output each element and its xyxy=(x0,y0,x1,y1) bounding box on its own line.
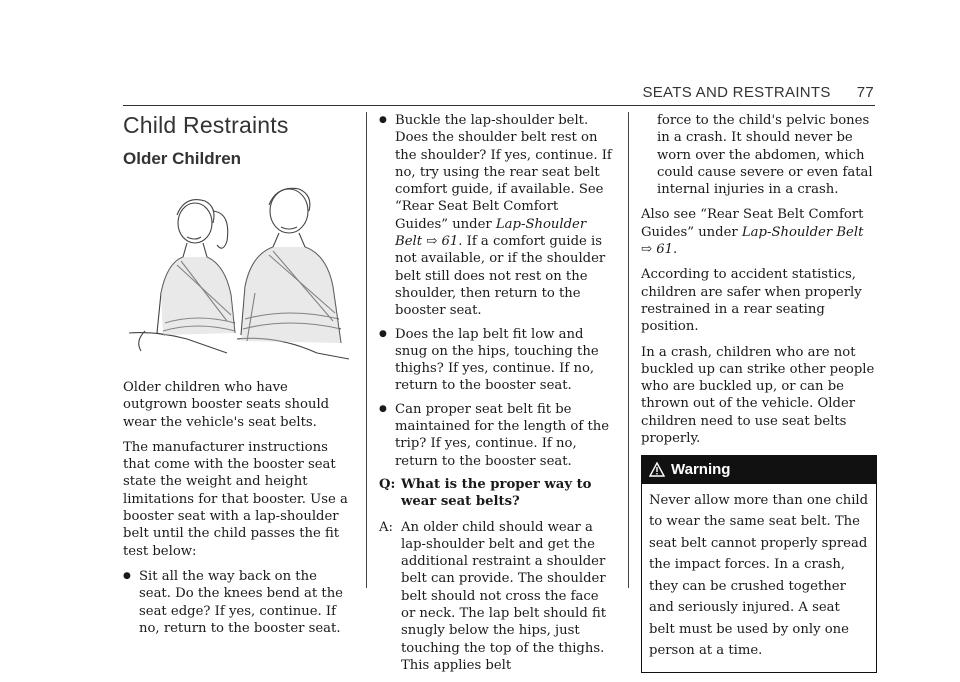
column-2 xyxy=(379,112,615,682)
paragraph xyxy=(641,206,877,258)
column-divider xyxy=(628,112,629,588)
column-3 xyxy=(641,112,877,673)
page-number: 77 xyxy=(856,84,874,101)
column-1 xyxy=(123,112,353,643)
bullet-text: . If a comfort guide is not available, or if the shoulder belt still does not rest on the shoulder, then return to the booster seat. xyxy=(395,234,606,319)
warning-title: Warning xyxy=(671,461,731,479)
list-item: ● Does the lap belt fit low and snug on the hips, touching the thighs? If yes, continue. If no, return to the booster seat. xyxy=(379,326,615,395)
answer-tag: A: xyxy=(379,519,393,535)
see-also-end: . xyxy=(673,242,678,258)
warning-triangle-icon xyxy=(649,462,665,477)
paragraph: According to accident statistics, children are safer when properly restrained in a rear seating position. xyxy=(641,267,862,335)
subsection-heading: Older Children xyxy=(123,149,242,168)
cross-reference-link[interactable]: Lap-Shoulder Belt xyxy=(741,224,864,240)
question xyxy=(379,476,615,511)
warning-text: Never allow more than one child to wear the same seat belt. The seat belt cannot properly spread the impact forces. In a crash, they can be crushed together and seriously injured. A seat belt must be used by only one person at a time. xyxy=(649,492,869,659)
answer-text: An older child should wear a lap-shoulder belt and get the additional restraint a shoulder belt can provide. The shoulder belt should not cross the face or neck. The lap belt should fit snugly below the hips, just touching the top of the thighs. This applies belt xyxy=(401,519,607,673)
paragraph: Older children who have outgrown booster seats should wear the vehicle's seat belts. xyxy=(123,380,330,430)
answer xyxy=(379,519,615,675)
list-item: ● Sit all the way back on the seat. Do the knees bend at the seat edge? If yes, continue. If no, return to the booster seat. xyxy=(123,568,353,637)
warning-box xyxy=(641,455,877,672)
see-also-text: Also see “Rear Seat Belt Comfort Guides” under xyxy=(641,207,864,240)
header-rule xyxy=(123,105,875,106)
children-seat-belt-illustration xyxy=(127,183,353,361)
cross-reference-link[interactable]: Lap-Shoulder Belt xyxy=(395,216,587,250)
column-divider xyxy=(366,112,367,588)
question-text: What is the proper way to wear seat belts? xyxy=(401,476,592,510)
section-title: SEATS AND RESTRAINTS xyxy=(642,84,831,101)
warning-header xyxy=(642,456,876,483)
page-reference[interactable]: ⇨ 61 xyxy=(426,234,459,250)
page-header xyxy=(642,84,874,101)
list-item: ● Can proper seat belt fit be maintained for the length of the trip? If yes, continue. If no, return to the booster seat. xyxy=(379,401,615,470)
paragraph: In a crash, children who are not buckled up can strike other people who are buckled up, or can be thrown out of the vehicle. Older children need to use seat belts properly. xyxy=(641,344,875,447)
page-reference[interactable]: ⇨ 61 xyxy=(641,242,674,258)
bullet-text: Buckle the lap-shoulder belt. Does the shoulder belt rest on the shoulder? If yes, continue. If no, try using the rear seat belt comfort guide, if available. See “Rear Seat Belt Comfort Guides” under xyxy=(395,113,612,232)
paragraph: The manufacturer instructions that come with the booster seat state the weight and height limitations for that booster. Use a booster seat with a lap-shoulder belt until the child passes the fit test below: xyxy=(123,439,348,559)
list-item xyxy=(379,112,615,320)
section-heading: Child Restraints xyxy=(123,112,289,138)
question-tag: Q: xyxy=(379,476,396,492)
answer-continued: force to the child's pelvic bones in a crash. It should never be worn over the abdomen, which could cause severe or even fatal internal injuries in a crash. xyxy=(657,113,873,198)
